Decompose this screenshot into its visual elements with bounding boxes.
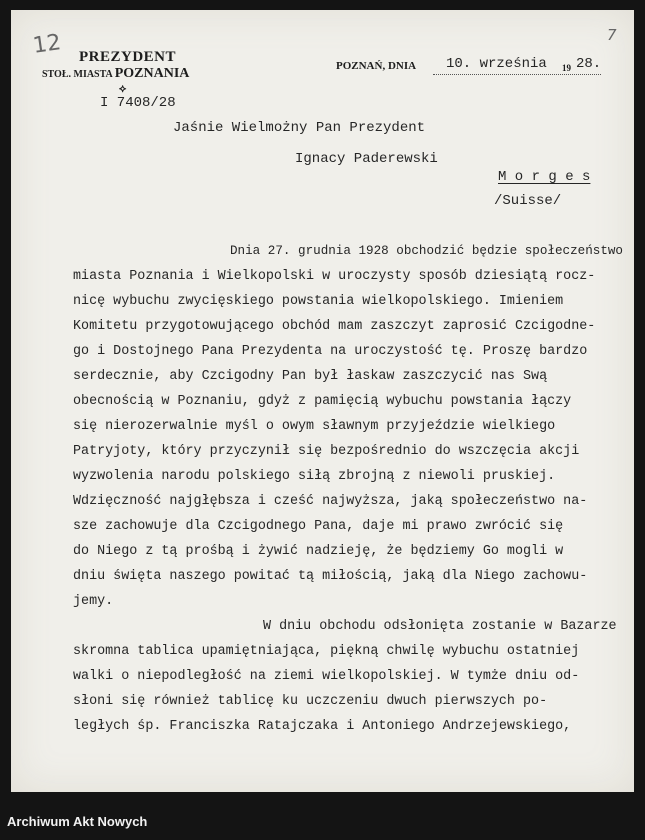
body-line: serdecznie, aby Czcigodny Pan był łaskaw zaszczycić nas Swą <box>73 369 548 384</box>
dateline-year-suffix: 28. <box>576 56 602 72</box>
body-line: Komitetu przygotowującego obchód mam zaszczyt zaprosić Czcigodne- <box>73 319 596 334</box>
dateline-year-prefix: 19 <box>562 63 571 73</box>
body-line: Dnia 27. grudnia 1928 obchodzić będzie społeczeństwo <box>230 244 623 258</box>
body-line: sze zachowuje dla Czcigodnego Pana, daje mi prawo zwrócić się <box>73 519 564 534</box>
letterhead-title: PREZYDENT <box>79 49 177 65</box>
letterhead-ornament: ⟡ <box>119 83 127 95</box>
recipient-country: /Suisse/ <box>494 193 562 209</box>
archive-name: Archiwum Akt Nowych <box>7 814 148 829</box>
letterhead-subtitle-city: POZNANIA <box>114 66 190 81</box>
letter-page <box>11 10 634 792</box>
body-line: dniu święta naszego powitać tą miłością, jaką dla Niego zachowu- <box>73 569 588 584</box>
recipient-line-1: Jaśnie Wielmożny Pan Prezydent <box>173 120 426 136</box>
pencil-corner-mark: 12 <box>31 30 63 59</box>
dateline-underline <box>433 74 601 75</box>
letterhead-subtitle <box>42 66 189 82</box>
letterhead-subtitle-prefix: STOŁ. MIASTA <box>42 69 113 80</box>
body-line: do Niego z tą prośbą i żywić nadzieję, że będziemy Go mogli w <box>73 544 564 559</box>
body-line: słoni się również tablicę ku uczczeniu dwuch pierwszych po- <box>73 694 548 709</box>
body-line: Wdzięczność najgłębsza i cześć najwyższa, jaką społeczeństwo na- <box>73 494 588 509</box>
body-line: skromna tablica upamiętniająca, piękną chwilę wybuchu ostatniej <box>73 644 580 659</box>
body-line: wyzwolenia narodu polskiego siłą zbrojną z niewoli pruskiej. <box>73 469 556 484</box>
body-line: się nierozerwalnie myśl o owym sławnym przyjeździe wielkiego <box>73 419 556 434</box>
body-line: ległych śp. Franciszka Ratajczaka i Antoniego Andrzejewskiego, <box>73 719 572 734</box>
dateline-place: POZNAŃ, DNIA <box>336 60 417 72</box>
body-line: Patryjoty, który przyczynił się bezpośrednio do wszczęcia akcji <box>73 444 580 459</box>
body-line: W dniu obchodu odsłonięta zostanie w Bazarze <box>263 619 617 634</box>
body-line: nicę wybuchu zwycięskiego powstania wielkopolskiego. Imieniem <box>73 294 564 309</box>
body-line: go i Dostojnego Pana Prezydenta na uroczystość tę. Proszę bardzo <box>73 344 588 359</box>
body-line: jemy. <box>73 594 114 609</box>
reference-number: I 7408/28 <box>100 95 176 111</box>
recipient-line-2: Ignacy Paderewski <box>295 151 438 167</box>
pencil-page-number: 7 <box>607 26 617 44</box>
archive-footer <box>0 805 645 840</box>
body-line: walki o niepodległość na ziemi wielkopolskiej. W tymże dniu od- <box>73 669 580 684</box>
dateline-day-month: 10. września <box>446 56 547 72</box>
recipient-city: M o r g e s <box>498 169 591 185</box>
body-line: obecnością w Poznaniu, gdyż z pamięcią wybuchu powstania łączy <box>73 394 572 409</box>
body-line: miasta Poznania i Wielkopolski w uroczysty sposób dziesiątą rocz- <box>73 269 596 284</box>
